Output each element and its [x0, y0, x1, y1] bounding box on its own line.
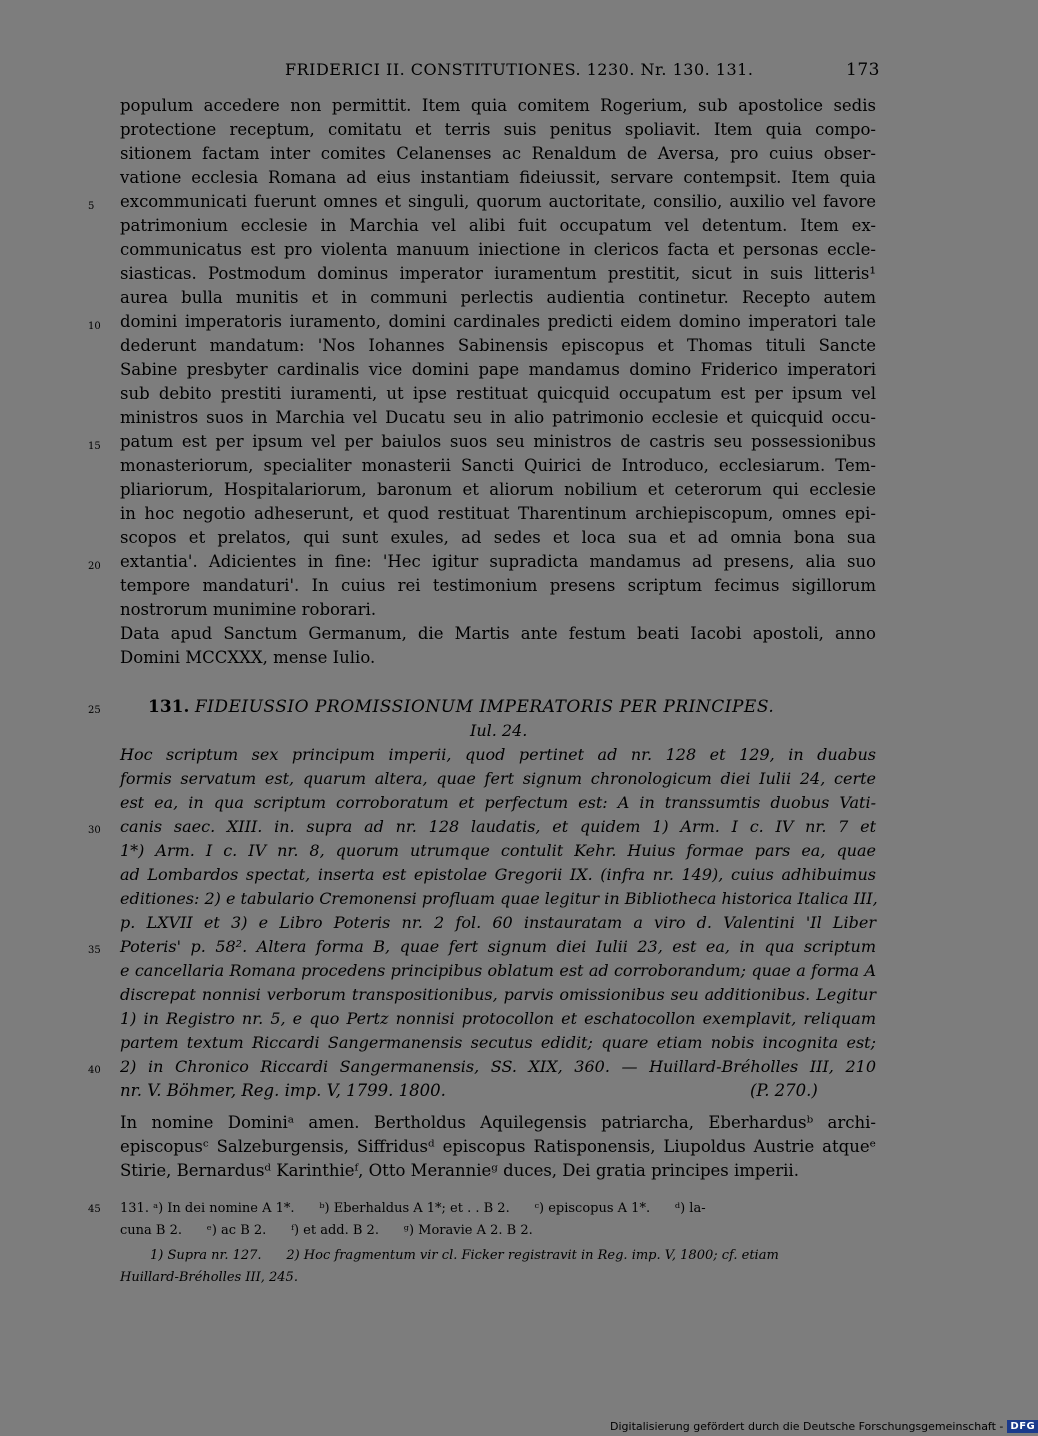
dating-line: Domini MCCXXX, mense Iulio. — [120, 648, 376, 667]
intro-line: p. LXVII et 3) e Libro Poteris nr. 2 fol. 60 instauratam a viro d. Valentini 'Il Liber — [120, 913, 876, 932]
margin-line-number: 35 — [88, 945, 101, 956]
section-heading — [148, 695, 868, 719]
body-line: vatione ecclesia Romana ad eius instantiam fideiussit, servare contempsit. Item quia — [120, 168, 876, 187]
intro-line: canis saec. XIII. in. supra ad nr. 128 laudatis, et quidem 1) Arm. I c. IV nr. 7 et — [120, 817, 876, 836]
credit-text: Digitalisierung gefördert durch die Deutsche Forschungsgemeinschaft - — [610, 1419, 1004, 1433]
intro-line: est ea, in qua scriptum corroboratum et perfectum est: A in transsumtis duobus Vati- — [120, 793, 876, 812]
body-line: populum accedere non permittit. Item quia comitem Rogerium, sub apostolice sedis — [120, 96, 876, 115]
body-line: nostrorum munimine roborari. — [120, 600, 377, 619]
intro-line: ad Lombardos spectat, inserta est epistolae Gregorii IX. (infra nr. 149), cuius adhibuimus — [120, 865, 876, 884]
section-date: Iul. 24. — [470, 721, 528, 740]
digitization-credit — [610, 1418, 1038, 1434]
footnote-line: 1) Supra nr. 127. 2) Hoc fragmentum vir cl. Ficker registravit in Reg. imp. V, 1800; cf. etiam — [150, 1248, 779, 1263]
intro-line: 1*) Arm. I c. IV nr. 8, quorum utrumque contulit Kehr. Huius formae pars ea, quae — [120, 841, 876, 860]
margin-line-number: 30 — [88, 825, 101, 836]
margin-line-number: 5 — [88, 201, 95, 212]
margin-line-number: 25 — [88, 705, 101, 716]
intro-line: Hoc scriptum sex principum imperii, quod pertinet ad nr. 128 et 129, in duabus — [120, 745, 876, 764]
intro-line: partem textum Riccardi Sangermanensis secutus edidit; quare etiam nobis incognita est; — [120, 1033, 876, 1052]
body-line: Sabine presbyter cardinalis vice domini pape mandamus domino Friderico imperatori — [120, 360, 876, 379]
intro-line: discrepat nonnisi verborum transpositionibus, parvis omissionibus seu additionibus. Legitur — [120, 985, 876, 1004]
dating-line: Data apud Sanctum Germanum, die Martis ante festum beati Iacobi apostoli, anno — [120, 624, 876, 643]
intro-line: editiones: 2) e tabulario Cremonensi profluam quae legitur in Bibliotheca historica Italica III, — [120, 889, 878, 908]
body-line: patrimonium ecclesie in Marchia vel alibi fuit occupatum vel detentum. Item ex- — [120, 216, 876, 235]
footnote-line: Huillard-Bréholles III, 245. — [120, 1270, 298, 1285]
intro-line: 2) in Chronico Riccardi Sangermanensis, SS. XIX, 360. — Huillard-Bréholles III, 210 — [120, 1057, 876, 1076]
text-line: In nomine Dominiᵃ amen. Bertholdus Aquilegensis patriarcha, Eberhardusᵇ archi- — [120, 1113, 876, 1132]
intro-line: e cancellaria Romana procedens principibus oblatum est ad corroborandum; quae a forma A — [120, 961, 876, 980]
body-line: protectione receptum, comitatu et terris suis penitus spoliavit. Item quia compo- — [120, 120, 876, 139]
body-line: sitionem factam inter comites Celanenses ac Renaldum de Aversa, pro cuius obser- — [120, 144, 876, 163]
body-line: monasteriorum, specialiter monasterii Sancti Quirici de Introduco, ecclesiarum. Tem- — [120, 456, 876, 475]
body-line: in hoc negotio adheserunt, et quod restituat Tharentinum archiepiscopum, omnes epi- — [120, 504, 876, 523]
section-number: 131. — [148, 697, 190, 717]
margin-line-number: 20 — [88, 561, 101, 572]
apparatus-line: cuna B 2. ᵉ) ac B 2. ᶠ) et add. B 2. ᵍ) Moravie A 2. B 2. — [120, 1223, 533, 1238]
header-title: FRIDERICI II. CONSTITUTIONES. 1230. Nr. 130. 131. — [285, 60, 754, 79]
intro-line: 1) in Registro nr. 5, e quo Pertz nonnisi protocollon et eschatocollon exemplavit, reliquam — [120, 1009, 876, 1028]
intro-last-left: nr. V. Böhmer, Reg. imp. V, 1799. 1800. — [120, 1081, 446, 1100]
body-line: sub debito prestiti iuramenti, ut ipse restituat quicquid occupatum est per ipsum vel — [120, 384, 876, 403]
body-line: scopos et prelatos, qui sunt exules, ad sedes et loca sua et ad omnia bona sua — [120, 528, 876, 547]
margin-line-number: 10 — [88, 321, 101, 332]
body-line: ministros suos in Marchia vel Ducatu seu in alio patrimonio ecclesie et quicquid occu- — [120, 408, 876, 427]
body-line: extantia'. Adicientes in fine: 'Hec igitur supradicta mandamus ad presens, alia suo — [120, 552, 876, 571]
margin-line-number: 40 — [88, 1065, 101, 1076]
body-line: communicatus est pro violenta manuum iniectione in clericos facta et personas eccle- — [120, 240, 876, 259]
section-title: FIDEIUSSIO PROMISSIONUM IMPERATORIS PER PRINCIPES. — [194, 697, 775, 717]
body-line: excommunicati fuerunt omnes et singuli, quorum auctoritate, consilio, auxilio vel favore — [120, 192, 876, 211]
intro-last-right: (P. 270.) — [750, 1081, 818, 1100]
running-header — [120, 60, 880, 84]
body-line: tempore mandaturi'. In cuius rei testimonium presens scriptum fecimus sigillorum — [120, 576, 876, 595]
margin-line-number: 15 — [88, 441, 101, 452]
intro-line: formis servatum est, quarum altera, quae fert signum chronologicum diei Iulii 24, certe — [120, 769, 876, 788]
text-line: episcopusᶜ Salzeburgensis, Siffridusᵈ episcopus Ratisponensis, Liupoldus Austrie atqueᵉ — [120, 1137, 876, 1156]
body-line: dederunt mandatum: 'Nos Iohannes Sabinensis episcopus et Thomas tituli Sancte — [120, 336, 876, 355]
body-line: siasticas. Postmodum dominus imperator iuramentum prestitit, sicut in suis litteris¹ — [120, 264, 876, 283]
body-line: aurea bulla munitis et in communi perlectis audientia continetur. Recepto autem — [120, 288, 876, 307]
text-line: Stirie, Bernardusᵈ Karinthieᶠ, Otto Merannieᵍ duces, Dei gratia principes imperii. — [120, 1161, 799, 1180]
body-line: pliariorum, Hospitalariorum, baronum et aliorum nobilium et ceterorum qui ecclesie — [120, 480, 876, 499]
intro-line: Poteris' p. 58². Altera forma B, quae fert signum diei Iulii 23, est ea, in qua scriptum — [120, 937, 876, 956]
page-number: 173 — [846, 60, 880, 80]
dfg-logo-icon: DFG — [1007, 1420, 1038, 1433]
body-line: patum est per ipsum vel per baiulos suos seu ministros de castris seu possessionibus — [120, 432, 876, 451]
apparatus-line: 131. ᵃ) In dei nomine A 1*. ᵇ) Eberhaldus A 1*; et . . B 2. ᶜ) episcopus A 1*. ᵈ) la- — [120, 1201, 706, 1216]
margin-line-number: 45 — [88, 1204, 101, 1215]
body-line: domini imperatoris iuramento, domini cardinales predicti eidem domino imperatori tale — [120, 312, 876, 331]
